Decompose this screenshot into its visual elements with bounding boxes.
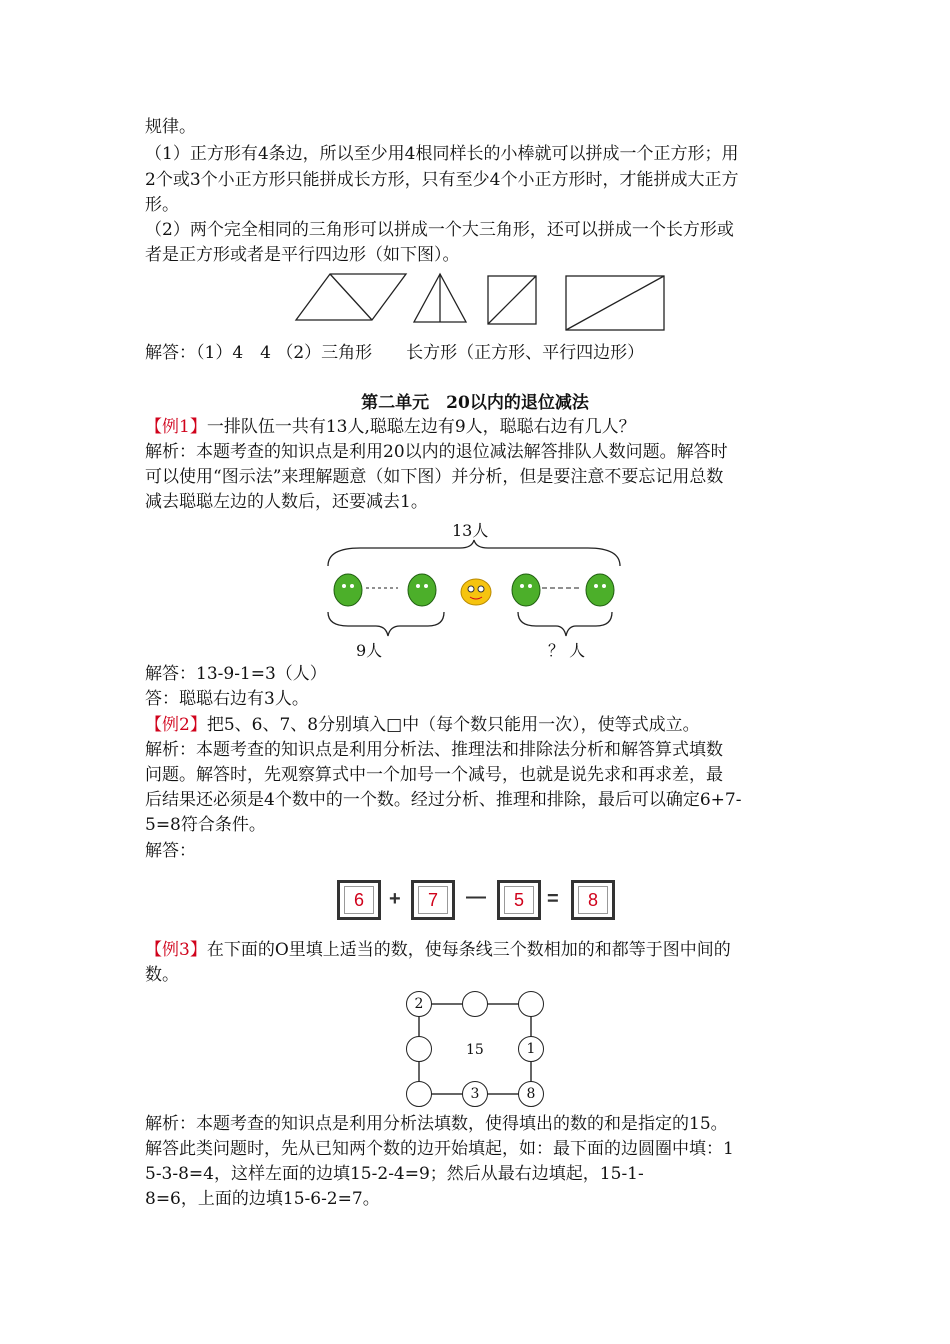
queue-diagram — [320, 540, 630, 640]
intro-line-3: 2个或3个小正方形只能拼成长方形，只有至少4个小正方形时，才能拼成大正方 — [145, 170, 739, 190]
ex2-tag: 【例2】 — [145, 715, 207, 735]
ex1-analysis-3: 减去聪聪左边的人数后，还要减去1。 — [145, 492, 428, 512]
bunny-right-2-icon — [586, 574, 614, 606]
ex2-analysis-1: 解析：本题考查的知识点是利用分析法、推理法和排除法分析和解答算式填数 — [145, 740, 723, 760]
ex2-analysis-2: 问题。解答时，先观察算式中一个加号一个减号，也就是说先求和再求差，最 — [145, 765, 723, 785]
intro-line-4: 形。 — [145, 195, 179, 215]
right-brace — [518, 612, 612, 636]
minus-sign: — — [466, 886, 486, 908]
ex1-fig-total: 13人 — [452, 521, 489, 540]
equation-box-4 — [571, 880, 615, 920]
equation-number-1: 6 — [344, 886, 374, 914]
equals-sign: = — [547, 888, 559, 910]
ex2-analysis-3: 后结果还必须是4个数中的一个数。经过分析、推理和排除，最后可以确定6+7- — [145, 790, 742, 810]
bunny-right-1-icon — [512, 574, 540, 606]
ex1-answer: 答：聪聪右边有3人。 — [145, 689, 309, 709]
circle-top-left: 2 — [406, 991, 432, 1017]
unit-title: 第二单元 20以内的退位减法 — [361, 393, 589, 413]
ex3-question-line-2: 数。 — [145, 965, 179, 985]
top-brace — [328, 540, 620, 566]
intro-line-6: 者是正方形或者是平行四边形（如下图）。 — [145, 245, 460, 265]
equation-box-2 — [411, 880, 455, 920]
bunny-left-2-icon — [408, 574, 436, 606]
circle-bottom-middle: 3 — [462, 1081, 488, 1107]
equation-box-3 — [497, 880, 541, 920]
intro-answer: 解答：（1）4 4 （2）三角形 长方形（正方形、平行四边形） — [145, 343, 645, 363]
ex2-question-line — [145, 712, 700, 738]
circle-middle-right: 1 — [518, 1036, 544, 1062]
intro-line-2: （1）正方形有4条边，所以至少用4根同样长的小棒就可以拼成一个正方形；用 — [145, 144, 739, 164]
ex3-tag: 【例3】 — [145, 940, 207, 960]
intro-line-1: 规律。 — [145, 117, 196, 137]
ex3-question-1: 在下面的O里填上适当的数，使每条线三个数相加的和都等于图中间的 — [206, 940, 731, 960]
ex1-tag: 【例1】 — [145, 417, 207, 437]
ex3-analysis-4: 8=6，上面的边填15-6-2=7。 — [145, 1189, 380, 1209]
equation-box-1 — [337, 880, 381, 920]
center-sum: 15 — [466, 1042, 484, 1058]
circle-bottom-right: 8 — [518, 1081, 544, 1107]
circle-bottom-left — [406, 1081, 432, 1107]
ex1-solution: 解答：13-9-1=3（人） — [145, 664, 327, 684]
plus-sign: + — [389, 888, 401, 910]
ex3-analysis-2: 解答此类问题时，先从已知两个数的边开始填起，如：最下面的边圆圈中填：1 — [145, 1139, 734, 1159]
ex1-analysis-2: 可以使用“图示法”来理解题意（如下图）并分析，但是要注意不要忘记用总数 — [145, 467, 724, 487]
congcong-character-icon — [461, 579, 491, 605]
circle-middle-left — [406, 1036, 432, 1062]
ex1-fig-right: ？ 人 — [548, 641, 586, 660]
equation-number-3: 5 — [504, 886, 534, 914]
ex3-analysis-1: 解析：本题考查的知识点是利用分析法填数，使得填出的数的和是指定的15。 — [145, 1114, 728, 1134]
bunny-left-1-icon — [334, 574, 362, 606]
ex3-analysis-3: 5-3-8=4，这样左面的边填15-2-4=9；然后从最右边填起，15-1- — [145, 1164, 644, 1184]
intro-line-5: （2）两个完全相同的三角形可以拼成一个大三角形，还可以拼成一个长方形或 — [145, 220, 734, 240]
equation-number-2: 7 — [418, 886, 448, 914]
ex2-question: 把5、6、7、8分别填入□中（每个数只能用一次），使等式成立。 — [206, 715, 700, 735]
ex1-analysis-1: 解析：本题考查的知识点是利用20以内的退位减法解答排队人数问题。解答时 — [145, 442, 728, 462]
ex2-analysis-4: 5=8符合条件。 — [145, 815, 266, 835]
ex1-fig-left: 9人 — [356, 641, 383, 660]
ex1-question-line — [145, 414, 636, 440]
ex1-question: 一排队伍一共有13人,聪聪左边有9人，聪聪右边有几人？ — [206, 417, 636, 437]
left-brace — [328, 612, 444, 636]
shapes-figure — [290, 268, 670, 338]
circle-top-right — [518, 991, 544, 1017]
ex2-solution-label: 解答： — [145, 841, 196, 861]
circle-top-middle — [462, 991, 488, 1017]
ex3-question-line-1 — [145, 937, 731, 963]
equation-number-4: 8 — [578, 886, 608, 914]
